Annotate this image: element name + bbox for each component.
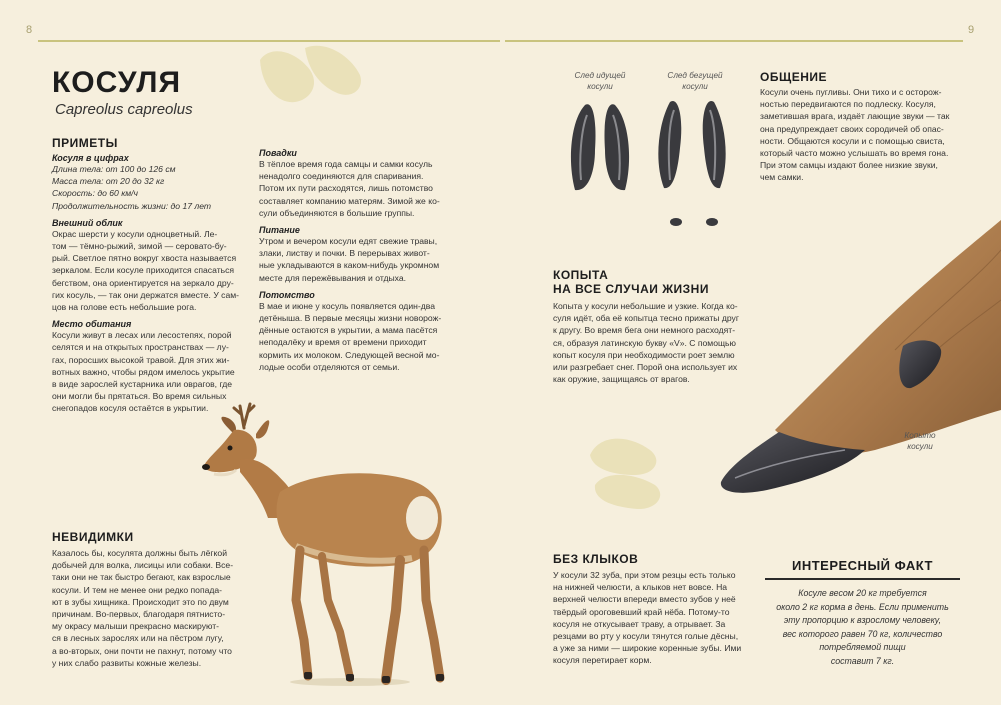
communication-line: она предупреждает своих сородичей об опас- bbox=[760, 123, 944, 134]
caption-line: косули bbox=[907, 442, 933, 451]
invisible-section bbox=[52, 530, 242, 669]
habitat-heading: Место обитания bbox=[52, 319, 132, 330]
page-number-right: 9 bbox=[968, 24, 975, 36]
offspring-line: лодые особи отделяются от семьи. bbox=[259, 361, 400, 372]
number-line: Скорость: до 60 км/ч bbox=[52, 188, 139, 199]
number-line: Длина тела: от 100 до 126 см bbox=[52, 164, 176, 174]
fact-divider bbox=[765, 578, 960, 580]
hooves-line: к другу. Во время бега они немного расходят- bbox=[553, 325, 736, 336]
fact-line: потребляемой пищи bbox=[819, 642, 906, 652]
no-fangs-line: резцами во рту у косули тянутся голые дёсны, bbox=[553, 631, 739, 642]
fact-line: около 2 кг корма в день. Если применить bbox=[776, 601, 949, 612]
hoof-caption bbox=[890, 430, 950, 452]
food-heading: Питание bbox=[259, 225, 300, 236]
habitat-line: вотных важно, чтобы рядом имелось укрытие bbox=[52, 366, 235, 377]
page-title: КОСУЛЯ bbox=[52, 66, 182, 99]
food-line: месте для пережёвывания и отдыха. bbox=[259, 272, 407, 283]
habitat-line: в виде зарослей кустарника или оврагов, где bbox=[52, 379, 232, 390]
communication-line: При этом самцы издают более низкие звуки, bbox=[760, 160, 938, 171]
appearance-line: рый. Светлое пятно вокруг хвоста называется bbox=[52, 253, 237, 264]
appearance-line: бегством, она ориентируется на зеркало дру- bbox=[52, 277, 234, 288]
hooves-heading-line: КОПЫТА bbox=[553, 268, 609, 282]
offspring-line: детёныша. В первые месяцы жизни новорож- bbox=[259, 313, 442, 324]
habits-line: составляет компанию матерям. Зимой же ко- bbox=[259, 195, 440, 206]
caption-line: След идущей bbox=[574, 71, 626, 80]
behavior-section bbox=[259, 148, 459, 373]
no-fangs-section bbox=[553, 552, 753, 667]
communication-section bbox=[760, 70, 960, 184]
appearance-line: зеркалом. Если косуле приходится спасаться bbox=[52, 265, 235, 276]
offspring-line: В мае и июне у косуль появляется один-два bbox=[259, 300, 435, 311]
habitat-line: гах, поросших высокой травой. Для этих жи- bbox=[52, 354, 230, 365]
latin-name: Capreolus capreolus bbox=[55, 101, 193, 118]
habitat-line: селятся и на открытых пространствах — лу- bbox=[52, 342, 229, 353]
invisible-line: му окрасу малыши прекрасно маскируют- bbox=[52, 621, 220, 632]
habits-line: Потом их пути расходятся, лишь потомство bbox=[259, 183, 433, 194]
communication-line: чем самки. bbox=[760, 172, 804, 183]
habitat-line: снегопадов косуля остаётся в укрытии. bbox=[52, 403, 209, 414]
offspring-line: дённые остаются в укрытии, а мама пасётся bbox=[259, 325, 438, 336]
food-line: злаки, листву и почки. В перерывах живот- bbox=[259, 248, 430, 259]
number-line: Продолжительность жизни: до 17 лет bbox=[52, 200, 212, 211]
invisible-line: ся в лесных зарослях или на пёстром лугу, bbox=[52, 633, 224, 644]
decorative-footprints-bottom bbox=[585, 425, 675, 515]
communication-line: ности. Общаются косули и с помощью свиста, bbox=[760, 135, 945, 146]
offspring-line: неподалёку и время от времени приходит bbox=[259, 337, 427, 348]
habits-line: ненадолго соединяются для спаривания. bbox=[259, 171, 424, 182]
no-fangs-line: верхней челюсти впереди вместо зубов у неё bbox=[553, 594, 736, 605]
no-fangs-line: а уже за ними — широкие коренные зубы. Ими bbox=[553, 643, 742, 654]
fact-line: вес которого равен 70 кг, количество bbox=[782, 628, 943, 639]
hooves-line: как оружие, защищаясь от врагов. bbox=[553, 374, 690, 385]
appearance-heading: Внешний облик bbox=[52, 217, 123, 228]
hooves-heading-line: НА ВСЕ СЛУЧАИ ЖИЗНИ bbox=[553, 282, 709, 296]
hooves-line: суля идёт, оба её копытца тесно прижаты друг bbox=[553, 313, 739, 324]
food-line: Утром и вечером косули едят свежие травы, bbox=[259, 236, 438, 247]
no-fangs-line: У косули 32 зуба, при этом резцы есть только bbox=[553, 570, 736, 580]
offspring-line: кормить их молоком. Следующей весной мо- bbox=[259, 349, 440, 360]
invisible-line: причинам. Во-первых, благодаря пятнисто- bbox=[52, 609, 226, 620]
invisible-line: ют в зубы хищника. Происходит это по двум bbox=[52, 596, 229, 607]
communication-heading: ОБЩЕНИЕ bbox=[760, 70, 827, 84]
caption-line: косули bbox=[587, 82, 613, 91]
caption-line: Копыто bbox=[904, 431, 936, 440]
fact-line: Косуле весом 20 кг требуется bbox=[798, 588, 927, 598]
numbers-heading: Косуля в цифрах bbox=[52, 153, 129, 163]
invisible-heading: НЕВИДИМКИ bbox=[52, 530, 134, 544]
signs-heading: ПРИМЕТЫ bbox=[52, 136, 118, 150]
invisible-line: Казалось бы, косулята должны быть лёгкой bbox=[52, 548, 227, 558]
communication-line: заметившая врага, издаёт лающие звуки — так bbox=[760, 111, 950, 122]
interesting-fact-box bbox=[765, 558, 960, 668]
decorative-footprints-top bbox=[250, 40, 370, 130]
running-track-caption bbox=[655, 70, 735, 92]
no-fangs-line: косуля не откусывает траву, а отрывает. За bbox=[553, 618, 726, 629]
appearance-line: том — тёмно-рыжий, зимой — серовато-бу- bbox=[52, 241, 227, 252]
offspring-heading: Потомство bbox=[259, 289, 315, 300]
invisible-line: добычей для волка, лисицы или собаки. Все- bbox=[52, 560, 234, 571]
communication-line: ностью передвигаются по подлеску. Косуля, bbox=[760, 99, 936, 110]
no-fangs-line: на нижней челюсти, а клыков нет вовсе. На bbox=[553, 582, 728, 593]
walking-track-icon bbox=[565, 100, 635, 195]
hooves-line: или разгребает снег. Порой она использует их bbox=[553, 362, 738, 373]
no-fangs-heading: БЕЗ КЛЫКОВ bbox=[553, 552, 639, 566]
appearance-line: гих косуль, — так они держатся вместе. У сам- bbox=[52, 289, 240, 300]
appearance-line: цов на голове есть небольшие рога. bbox=[52, 302, 197, 313]
communication-line: Косули очень пугливы. Они тихо и с осторож- bbox=[760, 87, 942, 97]
food-line: ные укладываются в каком-нибудь укромном bbox=[259, 260, 440, 271]
fact-line: составит 7 кг. bbox=[830, 655, 895, 666]
hoof-leg-illustration bbox=[715, 210, 1001, 510]
appearance-line: Окрас шерсти у косули одноцветный. Ле- bbox=[52, 228, 218, 239]
fact-heading: ИНТЕРЕСНЫЙ ФАКТ bbox=[791, 558, 933, 573]
habits-heading: Повадки bbox=[259, 148, 297, 158]
hooves-line: ся, образуя латинскую букву «V». С помощью bbox=[553, 337, 736, 348]
habitat-line: Косули живут в лесах или лесостепях, порой bbox=[52, 330, 232, 341]
caption-line: След бегущей bbox=[667, 71, 723, 80]
number-line: Масса тела: от 20 до 32 кг bbox=[52, 176, 165, 187]
top-rule-right bbox=[505, 40, 963, 42]
walking-track-caption bbox=[560, 70, 640, 92]
page-number-left: 8 bbox=[26, 24, 33, 36]
invisible-line: таки они не так быстро бегают, как взрослые bbox=[52, 572, 231, 583]
habits-line: В тёплое время года самцы и самки косуль bbox=[259, 159, 433, 169]
caption-line: косули bbox=[682, 82, 708, 91]
habits-line: сули объединяются в большие группы. bbox=[259, 207, 415, 218]
hooves-line: копыт косуля при необходимости роет землю bbox=[553, 349, 735, 360]
invisible-line: у них слабо развиты кожные железы. bbox=[52, 657, 202, 668]
habitat-line: они могли бы прятаться. Во время сильных bbox=[52, 391, 227, 402]
communication-line: который часто можно услышать во время гона. bbox=[760, 148, 949, 159]
invisible-line: косули. И тем не менее они редко попада- bbox=[52, 584, 223, 595]
invisible-line: а во-вторых, они почти не пахнут, потому что bbox=[52, 645, 232, 656]
no-fangs-line: косуля перетирает корм. bbox=[553, 655, 652, 666]
fact-line: эту пропорцию к взрослому человеку, bbox=[783, 615, 942, 625]
signs-section bbox=[52, 136, 252, 415]
no-fangs-line: твёрдый ороговевший край нёба. Потому-то bbox=[553, 606, 730, 617]
hooves-line: Копыта у косули небольшие и узкие. Когда ко- bbox=[553, 301, 738, 311]
